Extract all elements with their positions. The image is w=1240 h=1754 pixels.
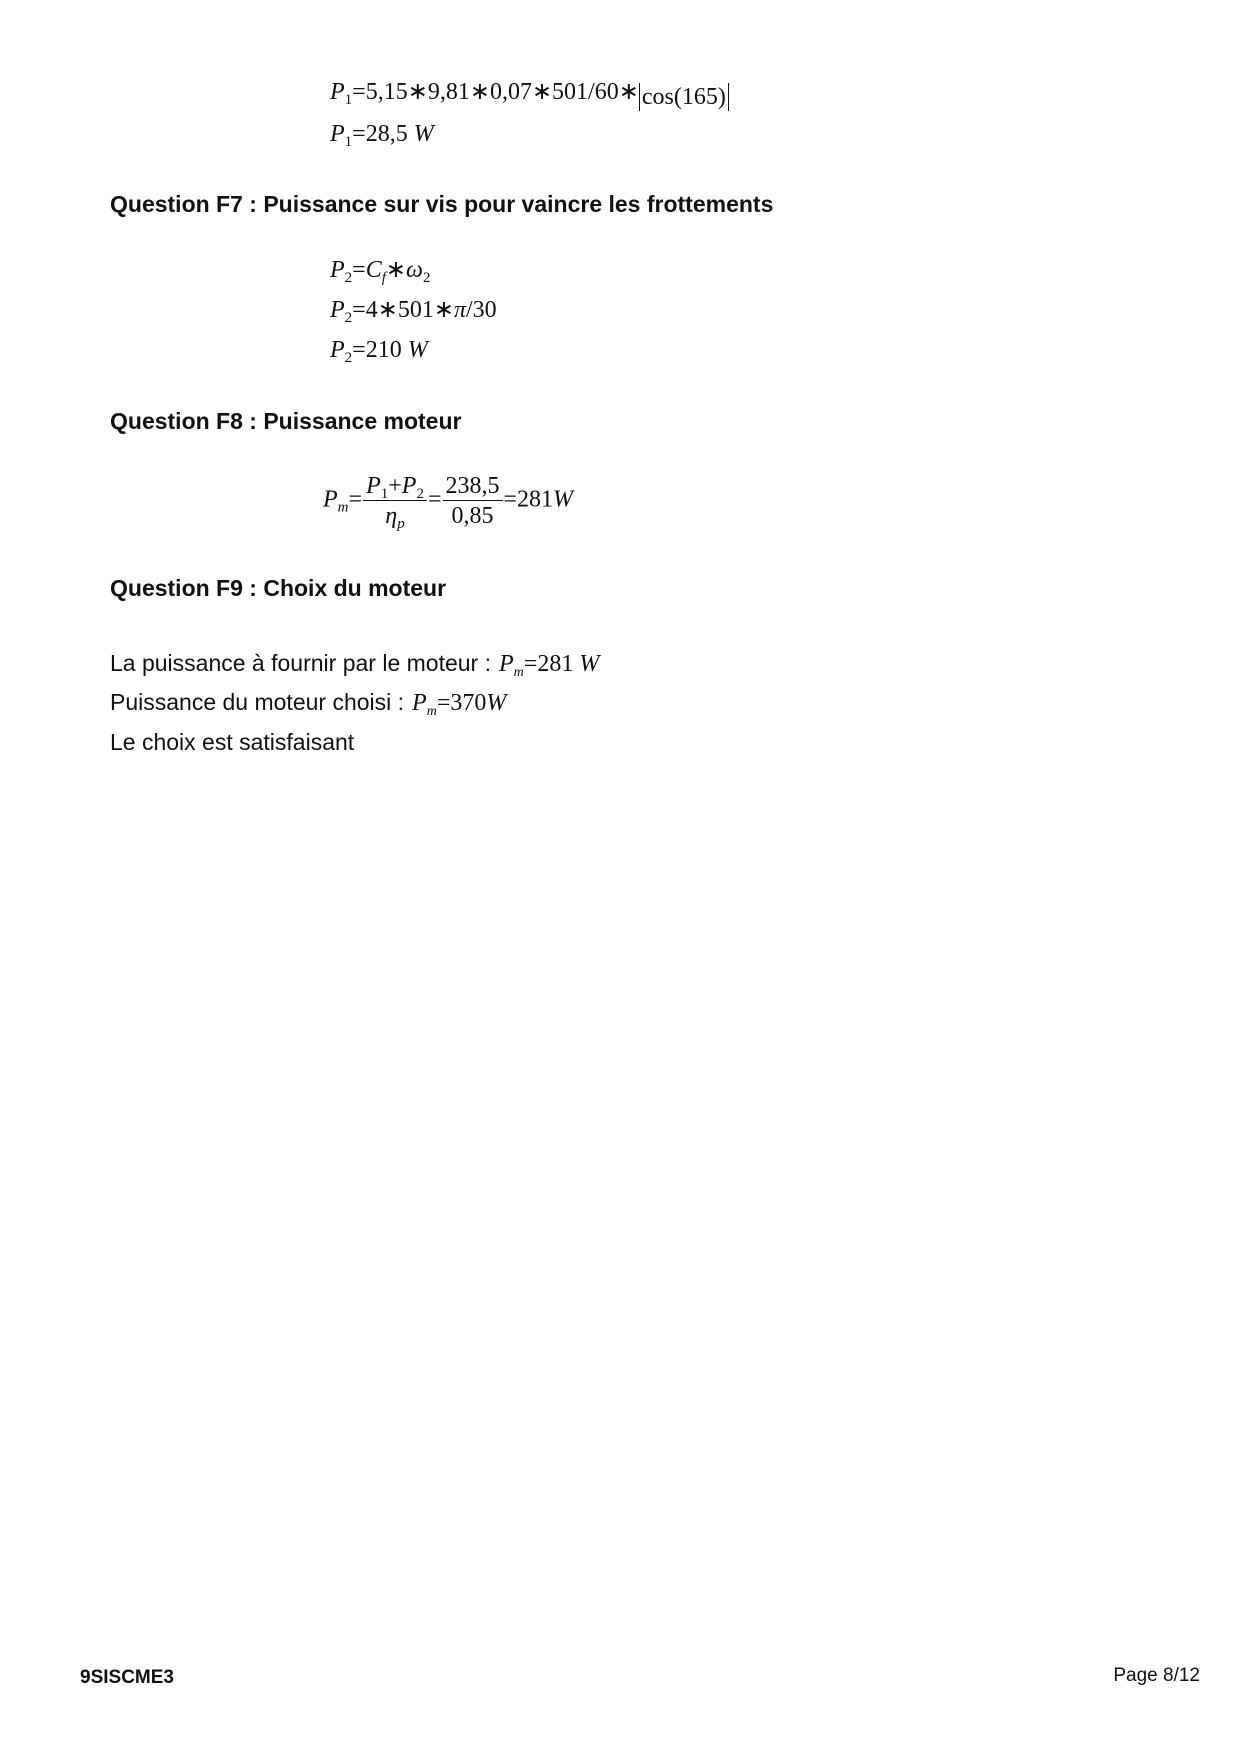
equation-p1-calc: $P_1=5,15∗9,81∗0,07∗501/60∗$ cos(165) (330, 80, 729, 111)
fraction-numeric: $\frac{238,5}{0,85}$ (443, 474, 503, 528)
equation-p1-result: $P_1=28,5$ W (330, 121, 434, 150)
question-f7-heading: Question F7 : Puissance sur vis pour vaincre les frottements (110, 191, 774, 217)
fraction-p1-p2-over-eta: $\frac{P_1+P_2}{\eta_p}$ (363, 474, 427, 528)
conclusion-line-1: La puissance à fournir par le moteur : $P_m=281$ W (110, 650, 600, 680)
conclusion-line-3: Le choix est satisfaisant (110, 729, 355, 755)
footer-page-number: Page 8/12 (1113, 1665, 1200, 1686)
equation-pm: $P_m=$ $\frac{P_1+P_2}{\eta_p}$ = $\frac{238,5}{0,85}$ =281W (323, 473, 574, 532)
equation-p2-calc: $P_2=4∗501∗\pi/30$ (330, 297, 497, 326)
question-f9-heading: Question F9 : Choix du moteur (110, 575, 447, 601)
equation-p2-formula: $P_2=C_f∗\omega_2$ (330, 257, 431, 286)
equation-p2-result: $P_2=210$ W (330, 337, 428, 366)
question-f8-heading: Question F8 : Puissance moteur (110, 408, 462, 434)
footer-code: 9SISCME3 (80, 1667, 174, 1688)
absolute-value: cos(165) (639, 83, 729, 111)
conclusion-line-2: Puissance du moteur choisi : $P_m=370W$ (110, 689, 507, 719)
